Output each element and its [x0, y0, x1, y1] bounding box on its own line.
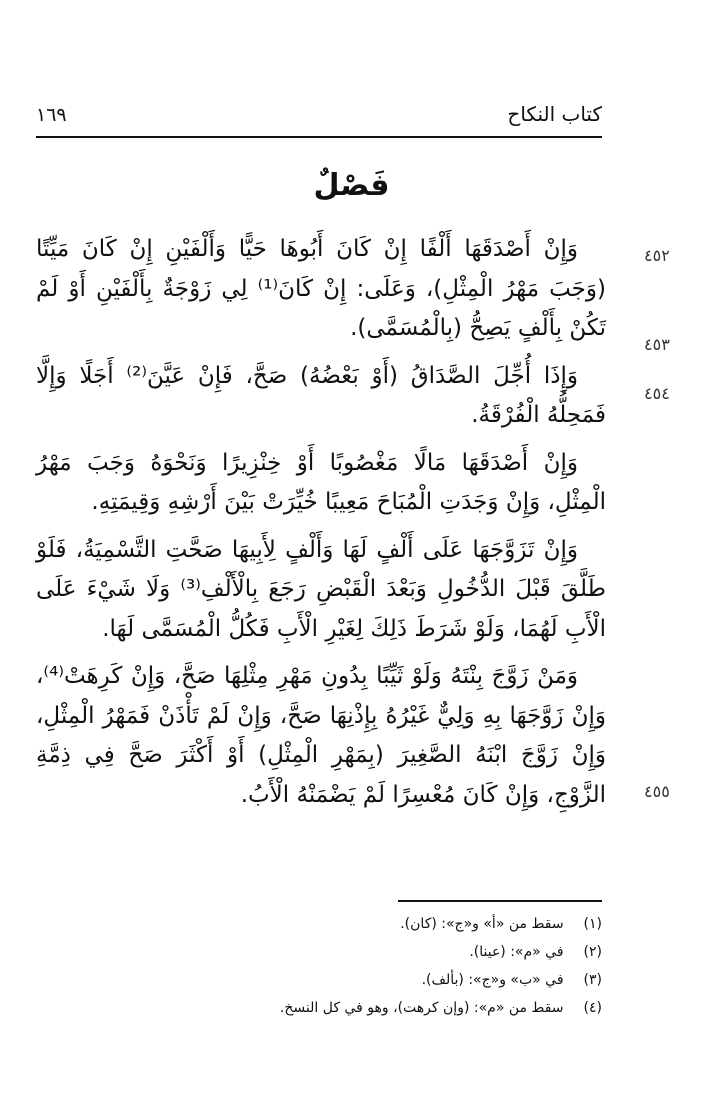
paragraph: وَمَنْ زَوَّجَ بِنْتَهُ وَلَوْ ثَيِّبًا بِدُونِ مَهْرِ مِثْلِهَا صَحَّ، وَإِنْ كَرِهَتْ⁽⁴⁾، وَإِنْ زَوَّجَهَا بِهِ وَلِيٌّ غَيْرُهُ بِإِذْنِهَا صَحَّ، وَإِنْ لَمْ تَأْذَنْ فَمَهْرُ الْمِثْلِ، وَإِنْ زَوَّجَ ابْنَهُ الصَّغِيرَ (بِمَهْرِ الْمِثْلِ) أَوْ أَكْثَرَ صَحَّ فِي ذِمَّةِ الزَّوْجِ، وَإِنْ كَانَ مُعْسِرًا لَمْ يَضْمَنْهُ الْأَبُ.	[36, 663, 606, 808]
footnotes	[36, 910, 602, 1022]
running-title: كتاب النكاح	[507, 102, 602, 126]
footnote-text: سقط من «م»: (وإن كرهت)، وهو في كل النسخ.	[279, 1000, 564, 1016]
footnote-number: (٣)	[583, 972, 602, 988]
footnote	[36, 938, 602, 966]
footnote-number: (١)	[583, 916, 602, 932]
footnote-divider	[398, 900, 602, 902]
margin-number: ٤٥٥	[644, 782, 670, 801]
footnote-number: (٤)	[583, 1000, 602, 1016]
margin-number: ٤٥٢	[644, 246, 670, 265]
section-title: فَصْلٌ	[313, 168, 390, 203]
main-text	[36, 230, 606, 823]
paragraph: وَإِنْ تَزَوَّجَهَا عَلَى أَلْفٍ لَهَا وَأَلْفٍ لِأَبِيهَا صَحَّتِ التَّسْمِيَةُ، فَلَوْ طَلَّقَ قَبْلَ الدُّخُولِ وَبَعْدَ الْقَبْضِ رَجَعَ بِالْأَلْفِ⁽³⁾ وَلَا شَيْءَ عَلَى الْأَبِ لَهُمَا، وَلَوْ شَرَطَ ذَلِكَ لِغَيْرِ الْأَبِ فَكُلُّ الْمُسَمَّى لَهَا.	[36, 536, 606, 642]
paragraph: وَإِذَا أُجِّلَ الصَّدَاقُ (أَوْ بَعْضُهُ) صَحَّ، فَإِنْ عَيَّنَ⁽²⁾ أَجَلًا وَإِلَّا فَمَحِلُّهُ الْفُرْقَةُ.	[36, 362, 606, 428]
margin-number: ٤٥٣	[644, 335, 670, 354]
footnote-text: في «ب» و«ج»: (بألف).	[421, 972, 564, 988]
page-number: ١٦٩	[36, 104, 67, 126]
paragraph: وَإِنْ أَصْدَقَهَا مَالًا مَغْصُوبًا أَوْ خِنْزِيرًا وَنَحْوَهُ وَجَبَ مَهْرُ الْمِثْلِ، وَإِنْ وَجَدَتِ الْمُبَاحَ مَعِيبًا خُيِّرَتْ بَيْنَ أَرْشِهِ وَقِيمَتِهِ.	[36, 449, 606, 515]
margin-number: ٤٥٤	[644, 384, 670, 403]
footnote	[36, 910, 602, 938]
footnote-text: سقط من «أ» و«ج»: (كان).	[400, 916, 564, 932]
paragraph: وَإِنْ أَصْدَقَهَا أَلْفًا إِنْ كَانَ أَبُوهَا حَيًّا وَأَلْفَيْنِ إِنْ كَانَ مَيِّتًا (وَجَبَ مَهْرُ الْمِثْلِ)، وَعَلَى: إِنْ كَانَ⁽¹⁾ لِي زَوْجَةٌ بِأَلْفَيْنِ أَوْ لَمْ تَكُنْ بِأَلْفٍ يَصِحُّ (بِالْمُسَمَّى).	[36, 236, 606, 341]
page-header	[36, 96, 602, 138]
footnote-text: في «م»: (عينا).	[469, 944, 564, 960]
footnote-number: (٢)	[583, 944, 602, 960]
footnote	[36, 966, 602, 994]
footnote	[36, 994, 602, 1022]
